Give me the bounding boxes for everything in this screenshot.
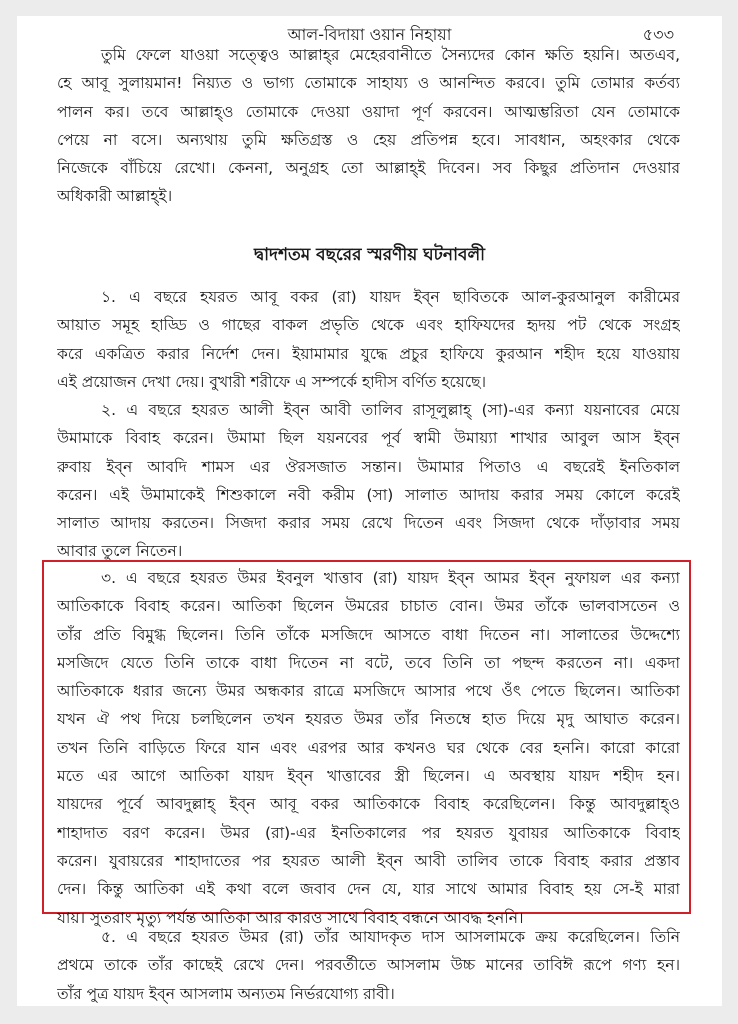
- text-line: উমামাকে বিবাহ করেন। উমামা ছিল যয়নবের পূর্ব স্বামী উমায়্যা শাখার আবুল আস ইব্‌ন: [57, 429, 680, 448]
- text-line: হে আবূ সুলায়মান! নিয়্যত ও ভাগ্য তোমাকে সাহায্য ও আনন্দিত করবে। তুমি তোমার কর্তব্য: [57, 74, 680, 93]
- text-line: করে একত্রিত করার নির্দেশ দেন। ইয়ামামার যুদ্ধে প্রচুর হাফিযে কুরআন শহীদ হয়ে যাওয়ায়: [57, 344, 680, 363]
- text-line: ৩. এ বছরে হযরত উমর ইবনুল খাত্তাব (রা) যায়দ ইব্‌ন আমর ইব্‌ন নুফায়ল এর কন্যা: [101, 569, 680, 587]
- page-number: ৫৩৩: [642, 25, 674, 44]
- text-line: আয়াত সমূহ হাড্ডি ও গাছের বাকল প্রভৃতি থেকে এবং হাফিযদের হৃদয় পট থেকে সংগ্রহ: [57, 316, 680, 335]
- text-line: তাঁর প্রতি বিমুগ্ধ ছিলেন। তিনি তাঁকে মসজিদে আসতে বাধা দিতেন না। সালাতের উদ্দেশ্যে: [57, 625, 680, 644]
- book-page: [17, 16, 722, 1006]
- text-line: পেয়ে না বসে। অন্যথায় তুমি ক্ষতিগ্রস্ত ও হেয় প্রতিপন্ন হবে। সাবধান, অহংকার থেকে: [57, 130, 680, 149]
- text-line: যায়দের পূর্বে আবদুল্লাহ্‌ ইব্‌ন আবূ বকর আতিকাকে বিবাহ করেছিলেন। কিন্তু আবদুল্লাহ্‌ও: [57, 795, 680, 814]
- text-line: তখন তিনি বাড়িতে ফিরে যান এবং এরপর আর কখনও ঘর থেকে বের হননি। কারো কারো: [57, 738, 680, 757]
- text-line: অধিকারী আল্লাহ্‌ই।: [57, 187, 173, 206]
- text-line: রুবায় ইব্‌ন আবদি শামস এর ঔরসজাত সন্তান। উমামার পিতাও এ বছরেই ইনতিকাল: [57, 457, 680, 476]
- text-line: পালন কর। তবে আল্লাহ্‌ও তোমাকে দেওয়া ওয়াদা পূর্ণ করবেন। আত্মম্ভরিতা যেন তোমাকে: [57, 102, 680, 121]
- paragraph-3: [57, 564, 680, 932]
- text-line: সালাত আদায় করতেন। সিজদা করার সময় রেখে দিতেন এবং সিজদা থেকে দাঁড়াবার সময়: [57, 514, 680, 533]
- text-line: করেন। এই উমামাকেই শিশুকালে নবী করীম (সা) সালাত আদায় করার সময় কোলে করেই: [57, 485, 680, 504]
- text-line: করেন। যুবায়রের শাহাদাতের পর হযরত আলী ইব্‌ন আবী তালিব তাকে বিবাহ করার প্রস্তাব: [57, 851, 680, 870]
- text-line: তুমি ফেলে যাওয়া সত্ত্বেও আল্লাহ্‌র মেহেরবানীতে সৈন্যদের কোন ক্ষতি হয়নি। অতএব,: [101, 46, 680, 64]
- text-line: আতিকাকে ধরার জন্যে উমর অন্ধকার রাত্রে মসজিদে আসার পথে ওঁৎ পেতে ছিলেন। আতিকা: [57, 682, 680, 701]
- text-line: ১. এ বছরে হযরত আবূ বকর (রা) যায়দ ইব্‌ন ছাবিতকে আল-কুরআনুল কারীমের: [101, 288, 680, 306]
- text-line: তাঁর পুত্র যায়দ ইব্‌ন আসলাম অন্যতম নির্ভরযোগ্য রাবী।: [57, 984, 395, 1003]
- text-line: দেন। কিন্তু আতিকা এই কথা বলে জবাব দেন যে, যার সাথে আমার বিবাহ হয় সে-ই মারা: [57, 880, 680, 899]
- text-line: যখন ঐ পথ দিয়ে চলছিলেন তখন হযরত উমর তাঁর নিতম্বে হাত দিয়ে মৃদু আঘাত করেন।: [57, 710, 680, 729]
- paragraph-2: [57, 396, 680, 566]
- section-heading: দ্বাদশতম বছরের স্মরণীয় ঘটনাবলী: [253, 245, 486, 265]
- text-line: এই প্রয়োজন দেখা দেয়। বুখারী শরীফে এ সম্পর্কে হাদীস বর্ণিত হয়েছে।: [57, 372, 487, 391]
- text-line: মসজিদে যেতে তিনি তাকে বাধা দিতেন না বটে, তবে তিনি তা পছন্দ করতেন না। একদা: [57, 653, 680, 672]
- intro-paragraph: [57, 41, 680, 211]
- paragraph-5: [57, 923, 680, 1008]
- book-title: আল-বিদায়া ওয়ান নিহায়া: [287, 25, 452, 44]
- text-line: শাহাদাত বরণ করেন। উমর (রা)-এর ইনতিকালের পর হযরত যুবায়র আতিকাকে বিবাহ: [57, 823, 680, 842]
- text-line: ৫. এ বছরে হযরত উমর (রা) তাঁর আযাদকৃত দাস আসলামকে ক্রয় করেছিলেন। তিনি: [101, 928, 680, 946]
- text-line: মতে এর আগে আতিকা যায়দ ইব্‌ন খাত্তাবের স্ত্রী ছিলেন। এ অবস্থায় যায়দ শহীদ হন।: [57, 767, 680, 786]
- text-line: নিজেকে বাঁচিয়ে রেখো। কেননা, অনুগ্রহ তো আল্লাহ্‌ই দিবেন। সব কিছুর প্রতিদান দেওয়ার: [57, 159, 680, 178]
- text-line: আতিকাকে বিবাহ করেন। আতিকা ছিলেন উমরের চাচাত বোন। উমর তাঁকে ভালবাসতেন ও: [57, 597, 680, 616]
- text-line: যায়। সুতরাং মৃত্যু পর্যন্ত আতিকা আর কারও সাথে বিবাহ বন্ধনে আবদ্ধ হননি।: [57, 908, 524, 927]
- text-line: আবার তুলে নিতেন।: [57, 542, 183, 561]
- paragraph-1: [57, 283, 680, 396]
- text-line: প্রথমে তাকে তাঁর কাছেই রেখে দেন। পরবর্তীতে আসলাম উচ্চ মানের তাবিঈ রূপে গণ্য হন।: [57, 956, 680, 975]
- text-line: ২. এ বছরে হযরত আলী ইব্‌ন আবী তালিব রাসূলুল্লাহ্‌ (সা)-এর কন্যা যয়নাবের মেয়ে: [101, 401, 680, 419]
